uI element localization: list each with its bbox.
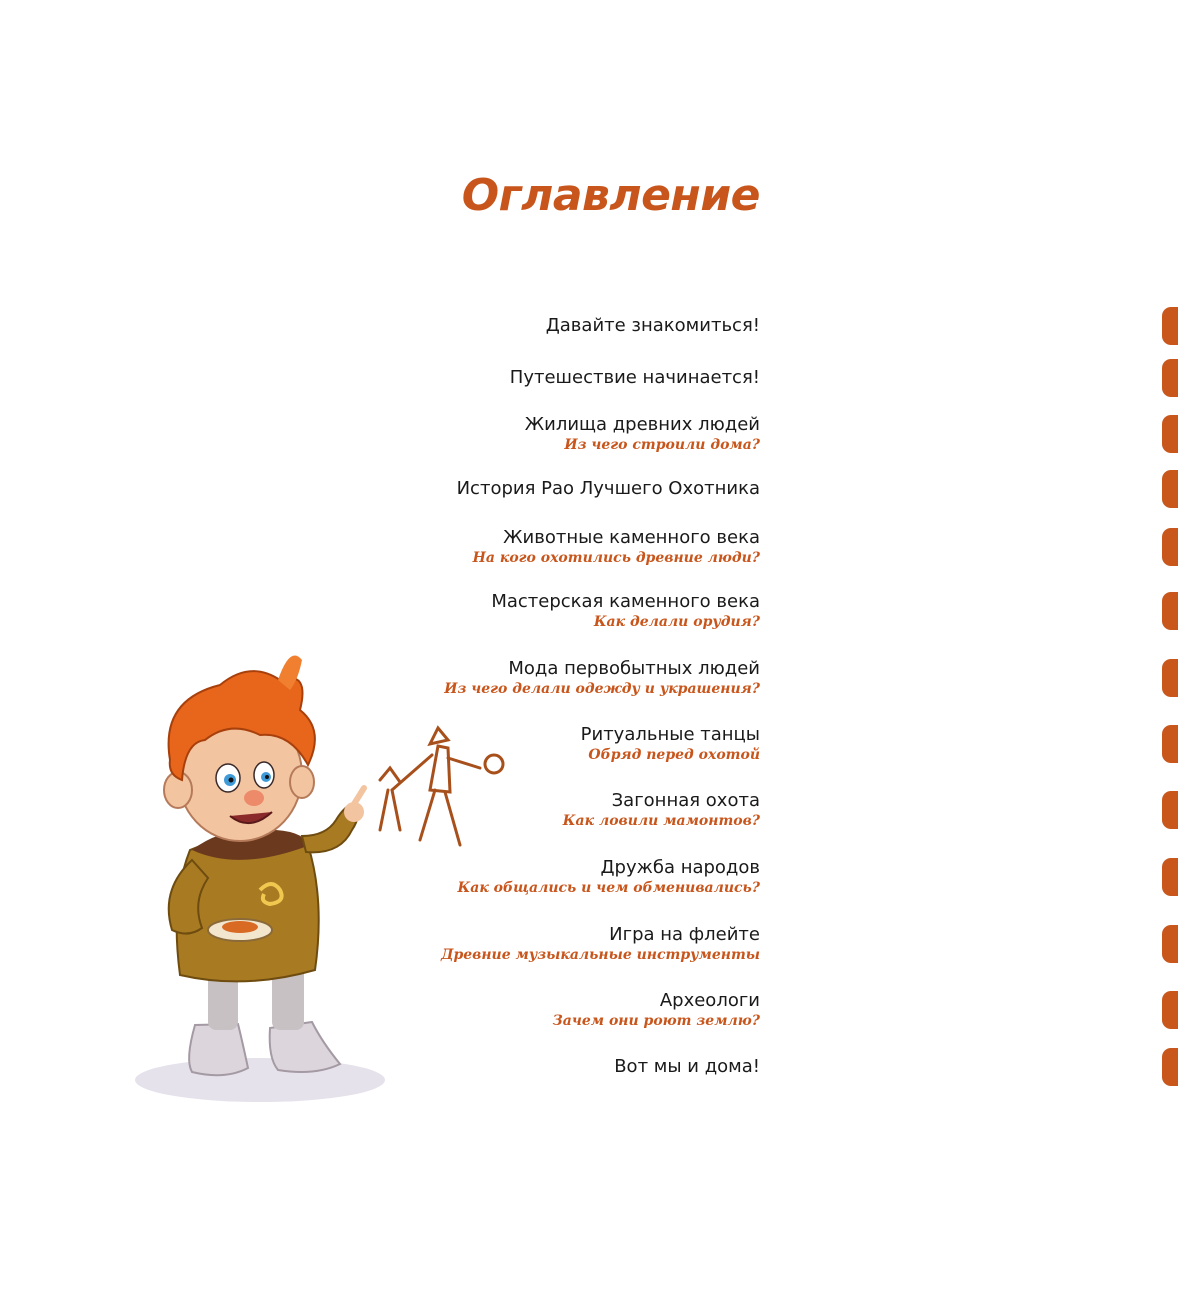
page-number-tab[interactable]: 71 — [1162, 991, 1178, 1029]
page-number-tab[interactable]: 7 — [1162, 307, 1178, 345]
entry-subtitle: Из чего делали одежду и украшения? — [444, 681, 760, 697]
page-number-tab[interactable]: 24 — [1162, 528, 1178, 566]
entry-title: Путешествие начинается! — [509, 367, 760, 388]
page-number-tab[interactable]: 32 — [1162, 592, 1178, 630]
entry-title: Ритуальные танцы — [580, 724, 760, 745]
entry-text — [510, 367, 760, 389]
entry-title: Животные каменного века — [503, 527, 760, 548]
entry-title: Давайте знакомиться! — [545, 315, 760, 336]
page-number-tab[interactable]: 77 — [1162, 1048, 1178, 1086]
entry-title: Археологи — [659, 990, 760, 1011]
entry-subtitle: Древние музыкальные инструменты — [441, 947, 760, 963]
entry-text — [491, 591, 760, 631]
page-number-tab[interactable]: 60 — [1162, 858, 1178, 896]
entry-text — [614, 1056, 760, 1078]
entry-text — [546, 315, 760, 337]
toc-entry-1[interactable] — [380, 296, 1190, 356]
entry-subtitle: Как делали орудия? — [593, 614, 760, 630]
entry-subtitle: На кого охотились древние люди? — [472, 550, 760, 566]
entry-title: История Рао Лучшего Охотника — [456, 478, 760, 499]
entry-title: Мастерская каменного века — [491, 591, 760, 612]
page-number-tab[interactable]: 11 — [1162, 415, 1178, 453]
page-number-tab[interactable]: 54 — [1162, 791, 1178, 829]
entry-title: Дружба народов — [600, 857, 760, 878]
entry-text — [457, 478, 760, 500]
page-number-tab[interactable]: 18 — [1162, 470, 1178, 508]
entry-text — [553, 990, 760, 1030]
entry-title: Загонная охота — [611, 790, 760, 811]
toc-entry-5[interactable] — [380, 517, 1202, 577]
entry-subtitle: Из чего строили дома? — [564, 437, 760, 453]
entry-title: Мода первобытных людей — [508, 658, 760, 679]
page-number-tab[interactable]: 65 — [1162, 925, 1178, 963]
entry-subtitle: Зачем они роют землю? — [552, 1013, 760, 1029]
entry-text — [525, 414, 760, 454]
entry-subtitle: Обряд перед охотой — [588, 747, 760, 763]
page-number-tab[interactable]: 9 — [1162, 359, 1178, 397]
page-title: Оглавление — [461, 170, 760, 221]
caveman-boy-illustration — [130, 640, 530, 1110]
toc-entry-3[interactable] — [380, 404, 1202, 464]
entry-subtitle: Как ловили мамонтов? — [562, 813, 760, 829]
entry-subtitle: Как общались и чем обменивались? — [457, 880, 760, 896]
toc-entry-6[interactable] — [380, 581, 1202, 641]
toc-entry-2[interactable] — [380, 348, 1190, 408]
caveman-boy-icon — [130, 640, 530, 1110]
entry-title: Игра на флейте — [609, 924, 760, 945]
entry-text — [563, 790, 760, 830]
entry-title: Жилища древних людей — [524, 414, 760, 435]
page-number-tab[interactable]: 47 — [1162, 725, 1178, 763]
entry-title: Вот мы и дома! — [614, 1056, 760, 1077]
page-number-tab[interactable]: 39 — [1162, 659, 1178, 697]
entry-text — [581, 724, 760, 764]
entry-text — [473, 527, 760, 567]
toc-entry-4[interactable] — [380, 459, 1202, 519]
